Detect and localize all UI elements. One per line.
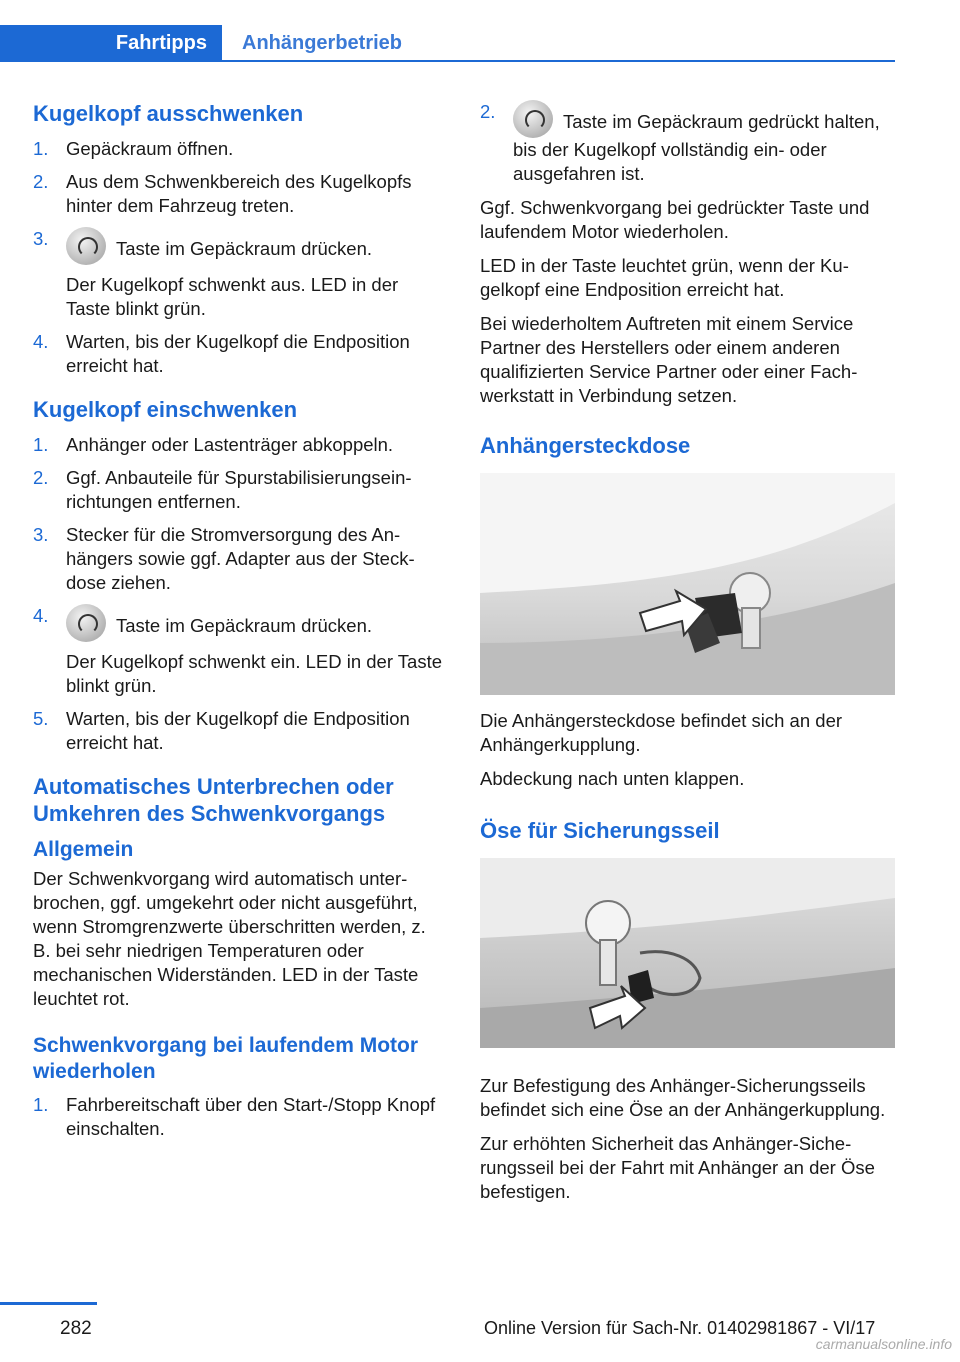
- steps-wiederholen: [33, 1093, 443, 1141]
- step-text: Taste im Gepäckraum gedrückt halten, bis der Kugelkopf vollständig ein- oder ausgefahren ist.: [513, 111, 880, 184]
- header-tabbar: [0, 25, 895, 62]
- step-text: Taste im Gepäckraum drücken.: [116, 615, 373, 636]
- steps-wiederholen-continued: [480, 100, 890, 186]
- step-text: Warten, bis der Kugelkopf die Endposition erreicht hat.: [66, 331, 410, 376]
- step-text: Fahrbereitschaft über den Start-/Stopp Knopf einschalten.: [66, 1094, 436, 1139]
- paragraph-service: Bei wiederholtem Auftreten mit einem Service Partner des Herstellers oder einem anderen qualifizierten Service Partner oder einer Fachwerkstatt in Verbindung setzen.: [480, 313, 858, 406]
- trailer-hitch-button-icon: [66, 604, 106, 642]
- tab-fahrtipps[interactable]: Fahrtipps: [0, 25, 222, 62]
- right-column: [480, 100, 890, 1214]
- list-item: [33, 466, 443, 514]
- tab-anhaengerbetrieb[interactable]: Anhängerbetrieb: [242, 32, 403, 54]
- list-item: [33, 170, 443, 218]
- step-number: 2.: [33, 467, 49, 488]
- step-subtext: Der Kugelkopf schwenkt aus. LED in der Taste blinkt grün.: [66, 274, 399, 319]
- steps-ausschwenken: [33, 137, 443, 378]
- step-number: 1.: [33, 138, 49, 159]
- list-item: [33, 227, 443, 321]
- paragraph-steckdose-lage: Die Anhängersteckdose befindet sich an der Anhängerkupplung.: [480, 710, 843, 755]
- step-text: Aus dem Schwenkbereich des Kugelkopfs hinter dem Fahrzeug treten.: [66, 171, 412, 216]
- step-subtext: Der Kugelkopf schwenkt ein. LED in der Taste blinkt grün.: [66, 651, 443, 696]
- paragraph-led-gruen: LED in der Taste leuchtet grün, wenn der Kugelkopf eine Endposition erreicht hat.: [480, 255, 849, 300]
- list-item: [33, 707, 443, 755]
- header-divider: [222, 60, 895, 62]
- step-number: 1.: [33, 1094, 49, 1115]
- heading-oese-sicherungsseil: Öse für Sicherungsseil: [480, 818, 720, 843]
- step-number: 2.: [480, 101, 496, 122]
- trailer-socket-illustration: [480, 473, 895, 695]
- step-text: Stecker für die Stromversorgung des Anhängers sowie ggf. Adapter aus der Steckdose ziehen.: [66, 524, 415, 593]
- step-text: Ggf. Anbauteile für Spurstabilisierungseinrichtungen entfernen.: [66, 467, 412, 512]
- list-item: [33, 137, 443, 161]
- paragraph-oese-lage: Zur Befestigung des Anhänger-Sicherungsseils befindet sich eine Öse an der Anhängerkupplung.: [480, 1075, 886, 1120]
- heading-automatisches-unterbrechen: Automatisches Unterbrechen oder Umkehren des Schwenkvorgangs: [33, 774, 394, 826]
- heading-kugelkopf-einschwenken: Kugelkopf einschwenken: [33, 397, 298, 422]
- step-number: 3.: [33, 524, 49, 545]
- trailer-hitch-button-icon: [66, 227, 106, 265]
- step-number: 1.: [33, 434, 49, 455]
- step-text: Gepäckraum öffnen.: [66, 138, 234, 159]
- step-number: 4.: [33, 331, 49, 352]
- left-column: [33, 100, 443, 1159]
- watermark: carmanualsonline.info: [815, 1336, 952, 1352]
- list-item: [480, 100, 890, 186]
- step-text: Warten, bis der Kugelkopf die Endposition erreicht hat.: [66, 708, 410, 753]
- trailer-socket-image: [480, 473, 895, 695]
- step-text: Anhänger oder Lastenträger abkoppeln.: [66, 434, 394, 455]
- list-item: [33, 1093, 443, 1141]
- step-text: Taste im Gepäckraum drücken.: [116, 238, 373, 259]
- steps-einschwenken: [33, 433, 443, 755]
- paragraph-allgemein: Der Schwenkvorgang wird automatisch unterbrochen, ggf. umgekehrt oder nicht ausgeführt, wenn Stromgrenzwerte überschritten werden, z. B. bei sehr niedrigen Temperaturen oder mechanischen Widerständen. LED in der Taste leuchtet rot.: [33, 868, 426, 1009]
- paragraph-oese-sicherheit: Zur erhöhten Sicherheit das Anhänger-Sicherungsseil bei der Fahrt mit Anhänger an der Öse befestigen.: [480, 1133, 875, 1202]
- step-number: 3.: [33, 228, 49, 249]
- footer-divider: [0, 1302, 97, 1305]
- safety-rope-eye-image: [480, 858, 895, 1048]
- paragraph-abdeckung: Abdeckung nach unten klappen.: [480, 768, 745, 789]
- online-version-note: Online Version für Sach-Nr. 01402981867 - VI/17: [484, 1318, 876, 1338]
- paragraph-wiederholen: Ggf. Schwenkvorgang bei gedrückter Taste und laufendem Motor wiederholen.: [480, 197, 870, 242]
- safety-rope-eye-illustration: [480, 858, 895, 1048]
- list-item: [33, 523, 443, 595]
- heading-allgemein: Allgemein: [33, 838, 134, 861]
- heading-anhaengersteckdose: Anhängersteckdose: [480, 433, 691, 458]
- heading-schwenkvorgang-wiederholen: Schwenkvorgang bei laufendem Motor wiederholen: [33, 1034, 419, 1083]
- list-item: [33, 604, 443, 698]
- list-item: [33, 330, 443, 378]
- list-item: [33, 433, 443, 457]
- step-number: 4.: [33, 605, 49, 626]
- trailer-hitch-button-icon: [513, 100, 553, 138]
- heading-kugelkopf-ausschwenken: Kugelkopf ausschwenken: [33, 101, 304, 126]
- step-number: 5.: [33, 708, 49, 729]
- page-number: 282: [60, 1318, 92, 1339]
- step-number: 2.: [33, 171, 49, 192]
